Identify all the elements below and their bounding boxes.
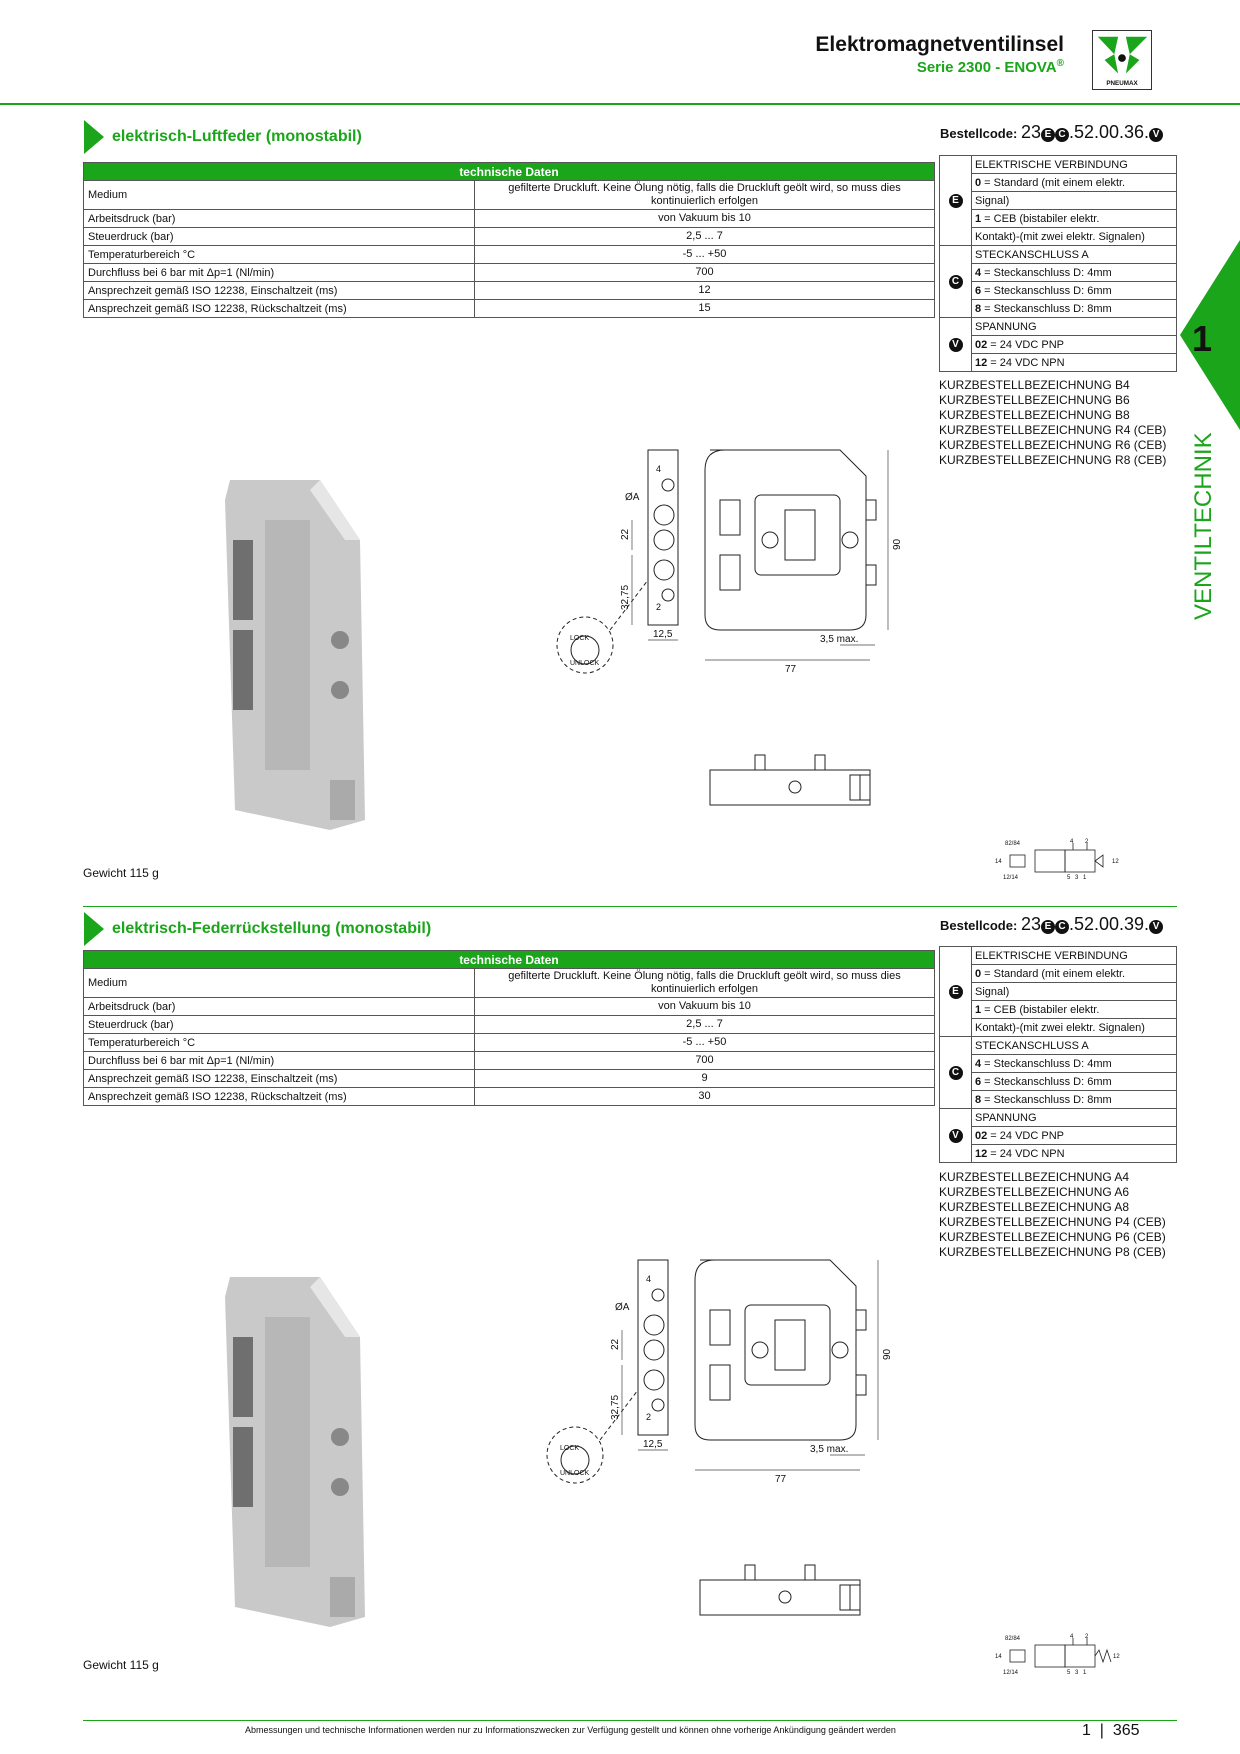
page-title: Elektromagnetventilinsel [815,33,1064,56]
table-row: Medium gefilterte Druckluft. Keine Ölung nötig, falls die Druckluft geölt wird, so muss dies kontinuierlich erfolgen [84,969,935,998]
svg-text:12,5: 12,5 [643,1439,663,1450]
section-luftfeder [0,120,1240,900]
svg-text:5: 5 [1067,1670,1071,1676]
short-codes-list: KURZBESTELLBEZEICHNUNG A4 KURZBESTELLBEZEICHNUNG A6 KURZBESTELLBEZEICHNUNG A8 KURZBESTELLBEZEICHNUNG P4 (CEB) KURZBESTELLBEZEICHNUNG P6 (CEB) KURZBESTELLBEZEICHNUNG P8 (CEB) [939,1170,1166,1259]
section-federrueckstellung [0,912,1240,1712]
table-row: Temperaturbereich °C -5 ... +50 [84,246,935,264]
svg-text:90: 90 [892,538,903,550]
table-row: Ansprechzeit gemäß ISO 12238, Rückschaltzeit (ms) 30 [84,1088,935,1106]
weight-label: Gewicht 115 g [83,1658,159,1672]
weight-label: Gewicht 115 g [83,866,159,880]
svg-text:3: 3 [1075,875,1079,881]
table-row: Ansprechzeit gemäß ISO 12238, Einschaltzeit (ms) 12 [84,282,935,300]
svg-text:32,75: 32,75 [610,1394,621,1420]
footer-disclaimer: Abmessungen und technische Informationen werden nur zu Informationszwecken zur Verfügung gestellt und können ohne vorherige Ankündigung geändert werden [245,1725,896,1735]
svg-text:77: 77 [775,1474,787,1485]
svg-text:22: 22 [620,528,631,540]
order-options-table: E ELEKTRISCHE VERBINDUNG 0 = Standard (mit einem elektr. Signal) 1 = CEB (bistabiler elektr. Kontakt)-(mit zwei elektr. Signalen) C STECKANSCHLUSS A 4 = Steckanschluss D: 4mm 6 = Steckanschluss D: 6mm 8 = Steckanschluss D: 8mm V SPANNUNG 02 = 24 VDC PNP 12 = 24 VDC NPN [939,155,1177,372]
svg-text:22: 22 [610,1338,621,1350]
table-row: Arbeitsdruck (bar) von Vakuum bis 10 [84,210,935,228]
table-row: Steuerdruck (bar) 2,5 ... 7 [84,228,935,246]
order-code: Bestellcode: 23 E C .52.00.36. V [940,122,1163,143]
tech-data-table: technische Daten Medium gefilterte Druckluft. Keine Ölung nötig, falls die Druckluft geölt wird, so muss dies kontinuierlich erfolgen Arbeitsdruck (bar) von Vakuum bis 10 Steuerdruck (bar) 2,5 ... 7 Temperaturbereich °C -5 ... +50 Durchfluss bei 6 bar mit Δp=1 (Nl/min) 700 Ansprechzeit gemäß ISO 12238, Einschaltzeit (ms) 12 Ansprechzeit gemäß ISO 12238, Rückschaltzeit (ms) 15 [83,162,935,318]
svg-text:ØA: ØA [615,1302,630,1313]
svg-text:12/14: 12/14 [1003,875,1019,881]
section-title: elektrisch-Luftfeder (monostabil) [112,128,362,145]
svg-text:1: 1 [1083,1670,1087,1676]
table-row: Medium gefilterte Druckluft. Keine Ölung nötig, falls die Druckluft geölt wird, so muss dies kontinuierlich erfolgen [84,181,935,210]
svg-text:4: 4 [646,1274,652,1284]
dimension-drawing [520,1250,910,1690]
svg-text:2: 2 [656,602,662,612]
order-code: Bestellcode: 23 E C .52.00.39. V [940,914,1163,935]
svg-text:2: 2 [1085,839,1089,845]
order-options-table: E ELEKTRISCHE VERBINDUNG 0 = Standard (mit einem elektr. Signal) 1 = CEB (bistabiler elektr. Kontakt)-(mit zwei elektr. Signalen) C STECKANSCHLUSS A 4 = Steckanschluss D: 4mm 6 = Steckanschluss D: 6mm 8 = Steckanschluss D: 8mm V SPANNUNG 02 = 24 VDC PNP 12 = 24 VDC NPN [939,946,1177,1163]
svg-text:14: 14 [995,859,1002,865]
dimension-drawing [540,440,910,880]
series-subtitle: Serie 2300 - ENOVA® [916,58,1064,76]
table-row: Durchfluss bei 6 bar mit Δp=1 (Nl/min) 700 [84,1052,935,1070]
svg-text:ØA: ØA [625,492,640,503]
svg-text:12,5: 12,5 [653,629,673,640]
page-header [0,0,1240,105]
table-row: Ansprechzeit gemäß ISO 12238, Rückschaltzeit (ms) 15 [84,300,935,318]
section-arrow-icon [84,912,104,946]
section-arrow-icon [84,120,104,154]
section-title: elektrisch-Federrückstellung (monostabil) [112,920,432,937]
svg-text:2: 2 [1085,1634,1089,1640]
table-row: Durchfluss bei 6 bar mit Δp=1 (Nl/min) 700 [84,264,935,282]
pneumatic-symbol [995,835,1125,885]
svg-text:4: 4 [656,464,662,474]
table-row: Steuerdruck (bar) 2,5 ... 7 [84,1016,935,1034]
header-divider [0,103,1240,105]
svg-text:77: 77 [785,664,797,675]
tech-data-table: technische Daten Medium gefilterte Druckluft. Keine Ölung nötig, falls die Druckluft geölt wird, so muss dies kontinuierlich erfolgen Arbeitsdruck (bar) von Vakuum bis 10 Steuerdruck (bar) 2,5 ... 7 Temperaturbereich °C -5 ... +50 Durchfluss bei 6 bar mit Δp=1 (Nl/min) 700 Ansprechzeit gemäß ISO 12238, Einschaltzeit (ms) 9 Ansprechzeit gemäß ISO 12238, Rückschaltzeit (ms) 30 [83,950,935,1106]
pneumax-logo [1092,30,1152,90]
svg-text:12: 12 [1112,859,1119,865]
pneumatic-symbol [995,1630,1125,1680]
svg-text:14: 14 [995,1654,1002,1660]
svg-text:LOCK: LOCK [560,1445,580,1452]
svg-text:LOCK: LOCK [570,635,590,642]
table-row: Temperaturbereich °C -5 ... +50 [84,1034,935,1052]
svg-text:3: 3 [1075,1670,1079,1676]
footer-divider [83,1720,1177,1721]
svg-text:3,5 max.: 3,5 max. [810,1444,849,1455]
valve-photo [225,1277,365,1627]
svg-text:UNLOCK: UNLOCK [560,1470,590,1477]
svg-text:12/14: 12/14 [1003,1670,1019,1676]
svg-text:1: 1 [1083,875,1087,881]
svg-text:12: 12 [1113,1654,1120,1660]
table-row: Arbeitsdruck (bar) von Vakuum bis 10 [84,998,935,1016]
section-divider [83,906,1177,907]
svg-text:2: 2 [646,1412,652,1422]
valve-photo [225,480,365,830]
svg-text:82/84: 82/84 [1005,1636,1021,1642]
svg-text:32,75: 32,75 [620,584,631,610]
chapter-number: 1 [1192,318,1213,359]
svg-text:90: 90 [882,1348,893,1360]
svg-text:UNLOCK: UNLOCK [570,660,600,667]
svg-text:82/84: 82/84 [1005,841,1021,847]
svg-text:4: 4 [1070,839,1074,845]
svg-text:5: 5 [1067,875,1071,881]
chapter-label: VENTILTECHNIK [1190,432,1217,620]
svg-text:3,5 max.: 3,5 max. [820,634,859,645]
page-number: 1 | 365 [1082,1722,1140,1739]
svg-text:4: 4 [1070,1634,1074,1640]
table-row: Ansprechzeit gemäß ISO 12238, Einschaltzeit (ms) 9 [84,1070,935,1088]
svg-text:PNEUMAX: PNEUMAX [1106,80,1138,88]
short-codes-list: KURZBESTELLBEZEICHNUNG B4 KURZBESTELLBEZEICHNUNG B6 KURZBESTELLBEZEICHNUNG B8 KURZBESTELLBEZEICHNUNG R4 (CEB) KURZBESTELLBEZEICHNUNG R6 (CEB) KURZBESTELLBEZEICHNUNG R8 (CEB) [939,378,1167,467]
